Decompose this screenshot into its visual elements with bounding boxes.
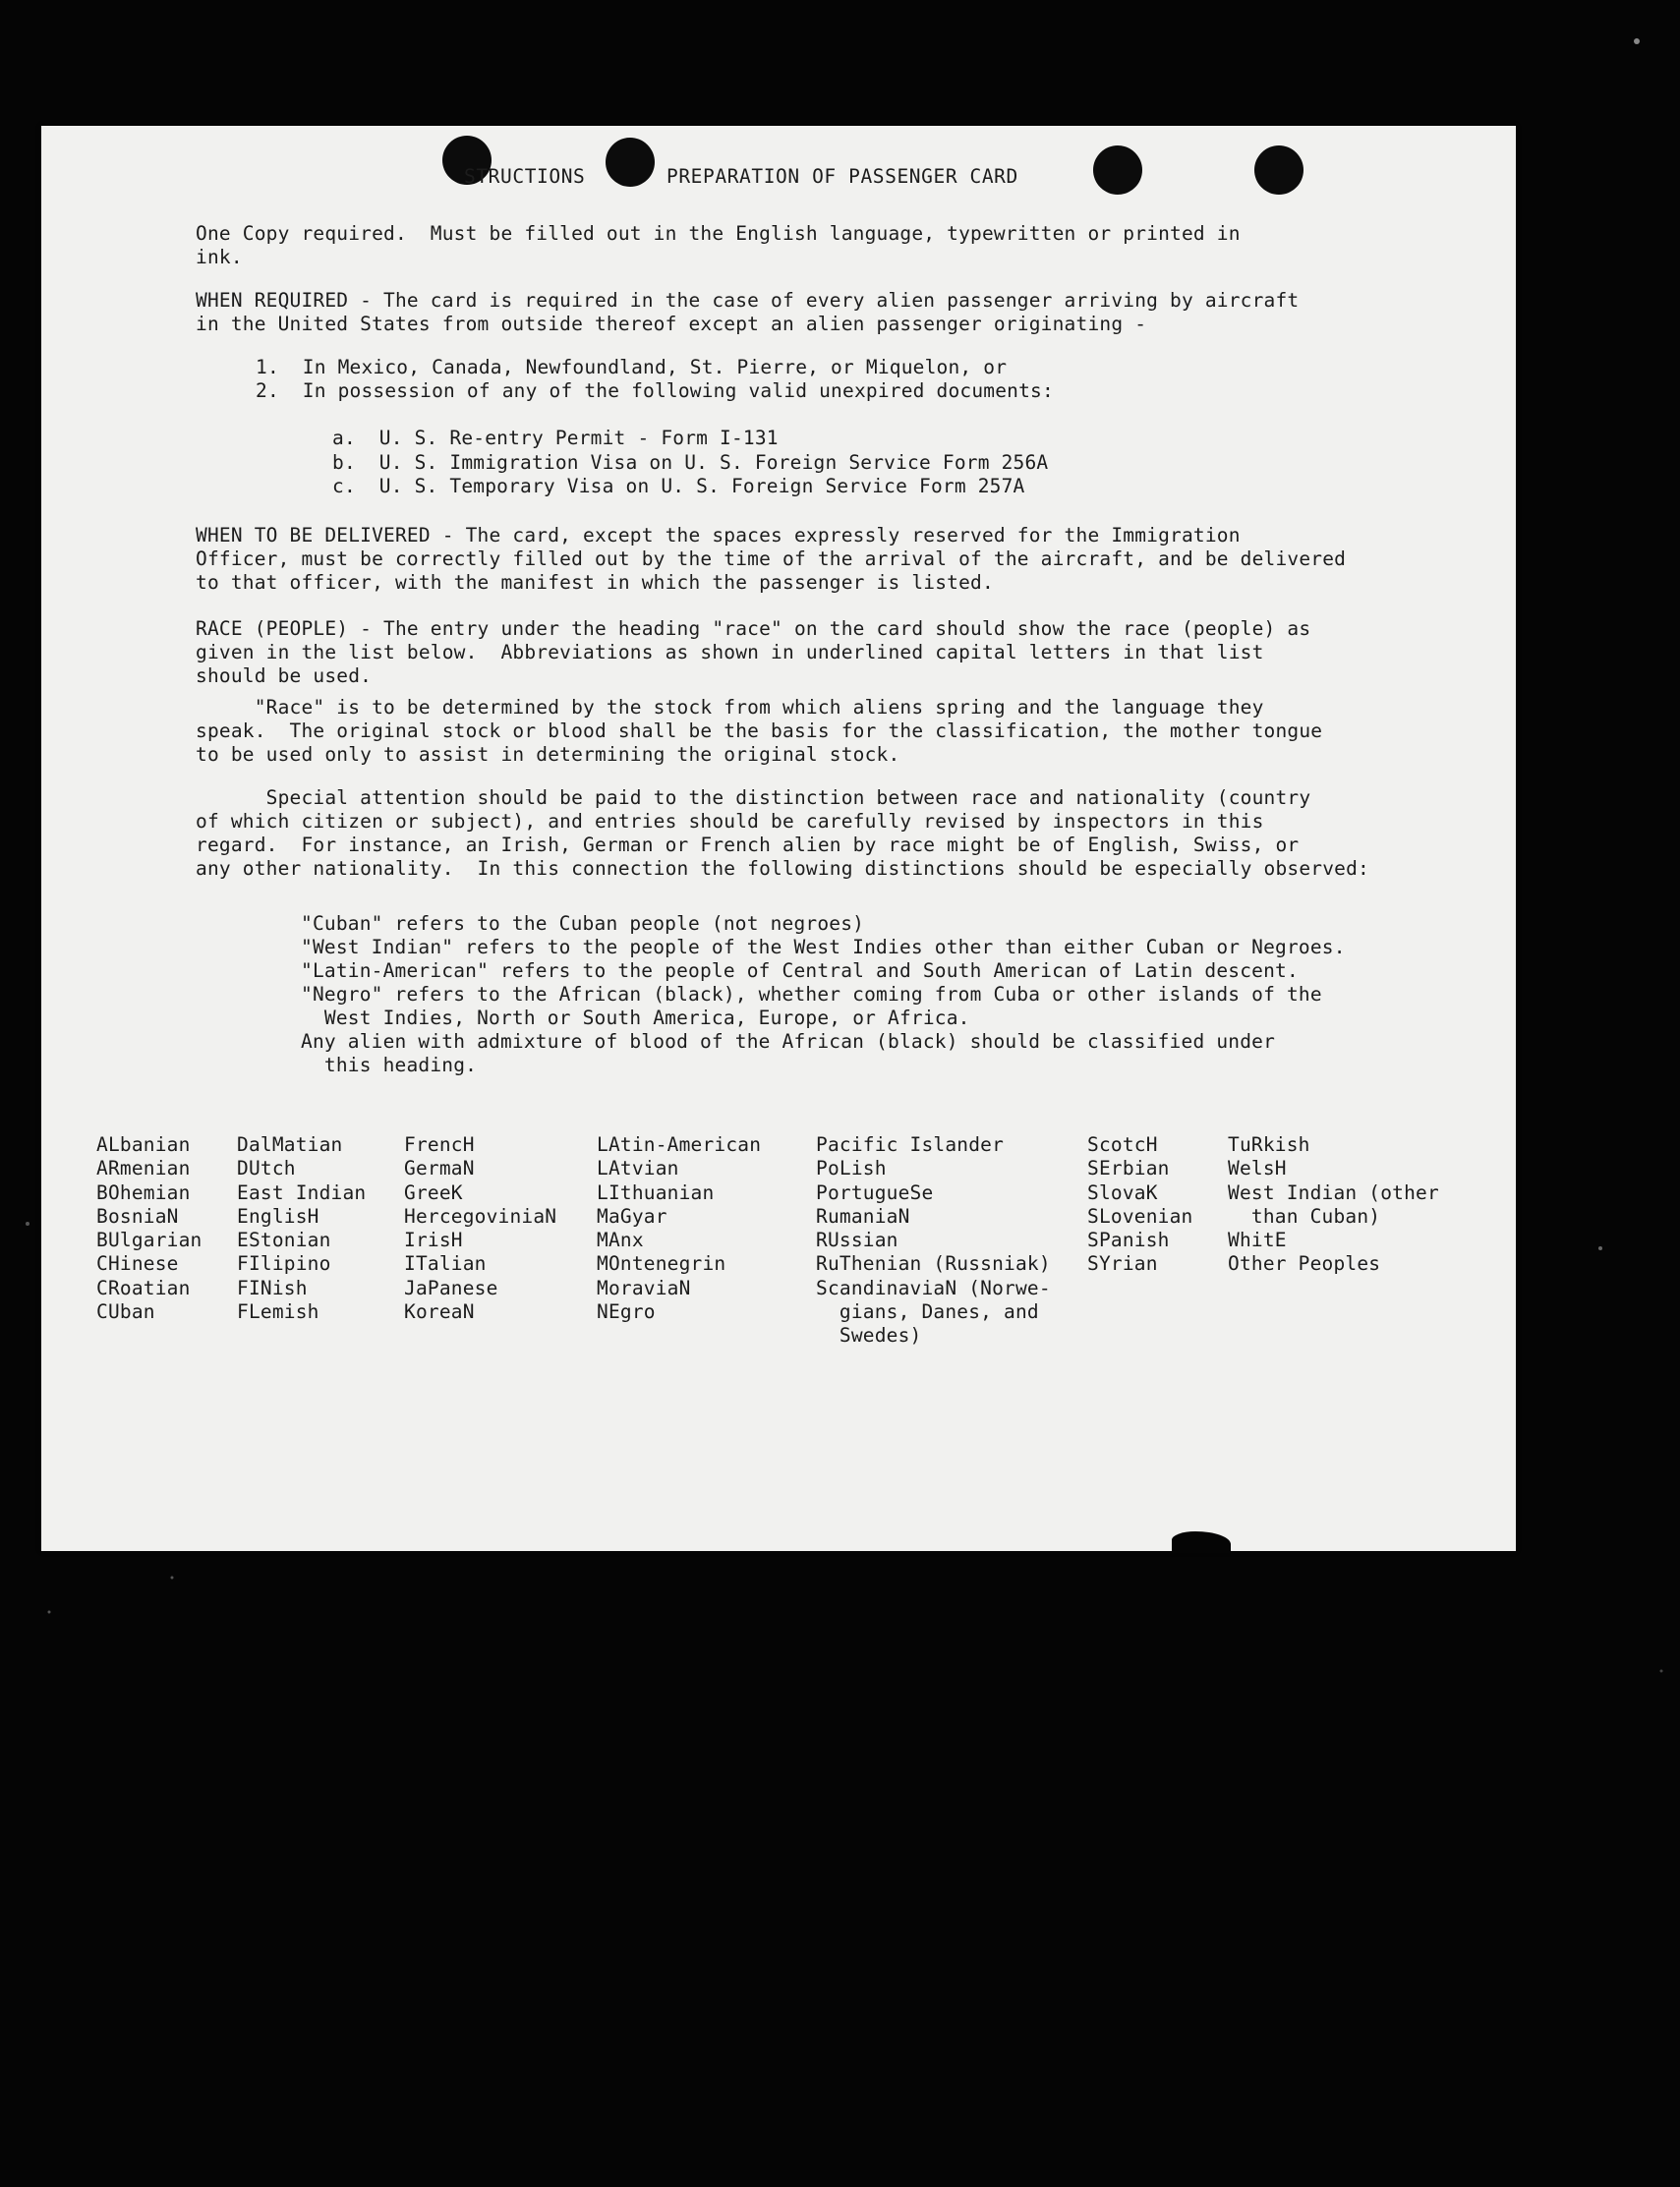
race-entry: MoraviaN (597, 1276, 691, 1299)
condition-item: 1. In Mexico, Canada, Newfoundland, St. Pierre, or Miquelon, or (256, 356, 1008, 378)
punch-hole (606, 138, 655, 187)
race-entry: CUban (96, 1300, 155, 1324)
distinction-item: "Latin-American" refers to the people of Central and South American of Latin descent. (301, 959, 1299, 982)
special-attention-paragraph: Special attention should be paid to the distinction between race and nationality (country of which citizen or subject), and entries should be carefully revised by inspectors in this regard. For instance, an Irish, German or French alien by race might be of English, Swiss, or any other nationality. In this connection the following distinctions should be especially observed: (196, 786, 1369, 880)
when-delivered-paragraph: WHEN TO BE DELIVERED - The card, except the spaces expressly reserved for the Immigration Officer, must be correctly filled out by the time of the arrival of the aircraft, and be delivered to that officer, with the manifest in which the passenger is listed. (196, 524, 1347, 594)
race-entry: HercegoviniaN (404, 1204, 557, 1228)
race-entry: PoLish (816, 1157, 887, 1180)
race-entry: LAtin-American (597, 1133, 762, 1156)
race-entry: SYrian (1087, 1252, 1158, 1276)
document-title-left: STRUCTIONS (464, 165, 586, 188)
race-entry: West Indian (other (1228, 1180, 1439, 1204)
race-entry: MOntenegrin (597, 1252, 726, 1276)
race-entry: TuRkish (1228, 1133, 1310, 1156)
document-item: b. U. S. Immigration Visa on U. S. Foreign Service Form 256A (332, 451, 1049, 474)
race-entry: ScotcH (1087, 1133, 1158, 1156)
race-entry: RumaniaN (816, 1204, 910, 1228)
race-entry: ALbanian (96, 1133, 191, 1156)
race-entry: East Indian (237, 1180, 367, 1204)
race-entry: gians, Danes, and (816, 1300, 1039, 1324)
race-entry: RUssian (816, 1229, 898, 1252)
distinction-item: "Cuban" refers to the Cuban people (not negroes) (301, 912, 865, 935)
race-entry: RuThenian (Russniak) (816, 1252, 1051, 1276)
race-entry: BOhemian (96, 1180, 191, 1204)
race-column (597, 1133, 761, 1324)
race-column (404, 1133, 556, 1324)
punch-hole (1254, 145, 1303, 195)
race-entry: EStonian (237, 1229, 331, 1252)
race-entry: GreeK (404, 1180, 463, 1204)
race-entry: EnglisH (237, 1204, 319, 1228)
race-column (237, 1133, 366, 1324)
race-entry: CHinese (96, 1252, 179, 1276)
punch-hole (1093, 145, 1142, 195)
race-entry: SPanish (1087, 1229, 1170, 1252)
race-column (816, 1133, 1051, 1349)
race-column (1228, 1133, 1439, 1277)
condition-item: 2. In possession of any of the following valid unexpired documents: (256, 379, 1054, 402)
race-entry: WhitE (1228, 1229, 1287, 1252)
race-entry: Pacific Islander (816, 1133, 1005, 1156)
race-entry: ITalian (404, 1252, 487, 1276)
document-item: c. U. S. Temporary Visa on U. S. Foreign Service Form 257A (332, 475, 1025, 497)
race-entry: MaGyar (597, 1204, 667, 1228)
race-entry: DUtch (237, 1157, 296, 1180)
race-entry: BUlgarian (96, 1229, 203, 1252)
race-entry: LAtvian (597, 1157, 679, 1180)
race-entry: GermaN (404, 1157, 475, 1180)
race-entry: BosniaN (96, 1204, 179, 1228)
race-entry: DalMatian (237, 1133, 343, 1156)
race-entry: SlovaK (1087, 1180, 1158, 1204)
race-entry: FLemish (237, 1300, 319, 1324)
race-entry: than Cuban) (1228, 1204, 1381, 1228)
race-entry: LIthuanian (597, 1180, 715, 1204)
race-entry: PortugueSe (816, 1180, 934, 1204)
race-entry: WelsH (1228, 1157, 1287, 1180)
race-entry: Other Peoples (1228, 1252, 1381, 1276)
race-column (96, 1133, 202, 1324)
race-definition-paragraph: "Race" is to be determined by the stock from which aliens spring and the language they speak. The original stock or blood shall be the basis for the classification, the mother tongue to be used only to assist in determining the original stock. (196, 696, 1323, 766)
race-entry: KoreaN (404, 1300, 475, 1324)
race-entry: FrencH (404, 1133, 475, 1156)
race-entry: SErbian (1087, 1157, 1170, 1180)
race-entry: CRoatian (96, 1276, 191, 1299)
intro-paragraph: One Copy required. Must be filled out in the English language, typewritten or printed in ink. (196, 222, 1241, 268)
distinction-item: "West Indian" refers to the people of the West Indies other than either Cuban or Negroes. (301, 936, 1346, 958)
race-entry: FINish (237, 1276, 308, 1299)
document-item: a. U. S. Re-entry Permit - Form I-131 (332, 427, 779, 449)
race-entry: NEgro (597, 1300, 656, 1324)
race-entry: ARmenian (96, 1157, 191, 1180)
race-entry: MAnx (597, 1229, 644, 1252)
distinction-item: "Negro" refers to the African (black), whether coming from Cuba or other islands of the West Indies, North or South America, Europe, or Africa. (301, 983, 1322, 1029)
race-entry: SLovenian (1087, 1204, 1193, 1228)
race-entry: FIlipino (237, 1252, 331, 1276)
distinction-item: Any alien with admixture of blood of the African (black) should be classified under this heading. (301, 1030, 1276, 1076)
race-column (1087, 1133, 1192, 1277)
document-title: PREPARATION OF PASSENGER CARD (666, 165, 1018, 188)
race-entry: Swedes) (816, 1324, 922, 1348)
race-entry: ScandinaviaN (Norwe- (816, 1276, 1051, 1299)
document-page (41, 126, 1516, 1551)
when-required-paragraph: WHEN REQUIRED - The card is required in the case of every alien passenger arriving by aircraft in the United States from outside thereof except an alien passenger originating - (196, 289, 1300, 335)
paper-tear (1172, 1531, 1231, 1553)
race-people-paragraph: RACE (PEOPLE) - The entry under the heading "race" on the card should show the race (people) as given in the list below. Abbreviations as shown in underlined capital letters in that list should be used. (196, 617, 1311, 687)
race-entry: IrisH (404, 1229, 463, 1252)
race-entry: JaPanese (404, 1276, 498, 1299)
